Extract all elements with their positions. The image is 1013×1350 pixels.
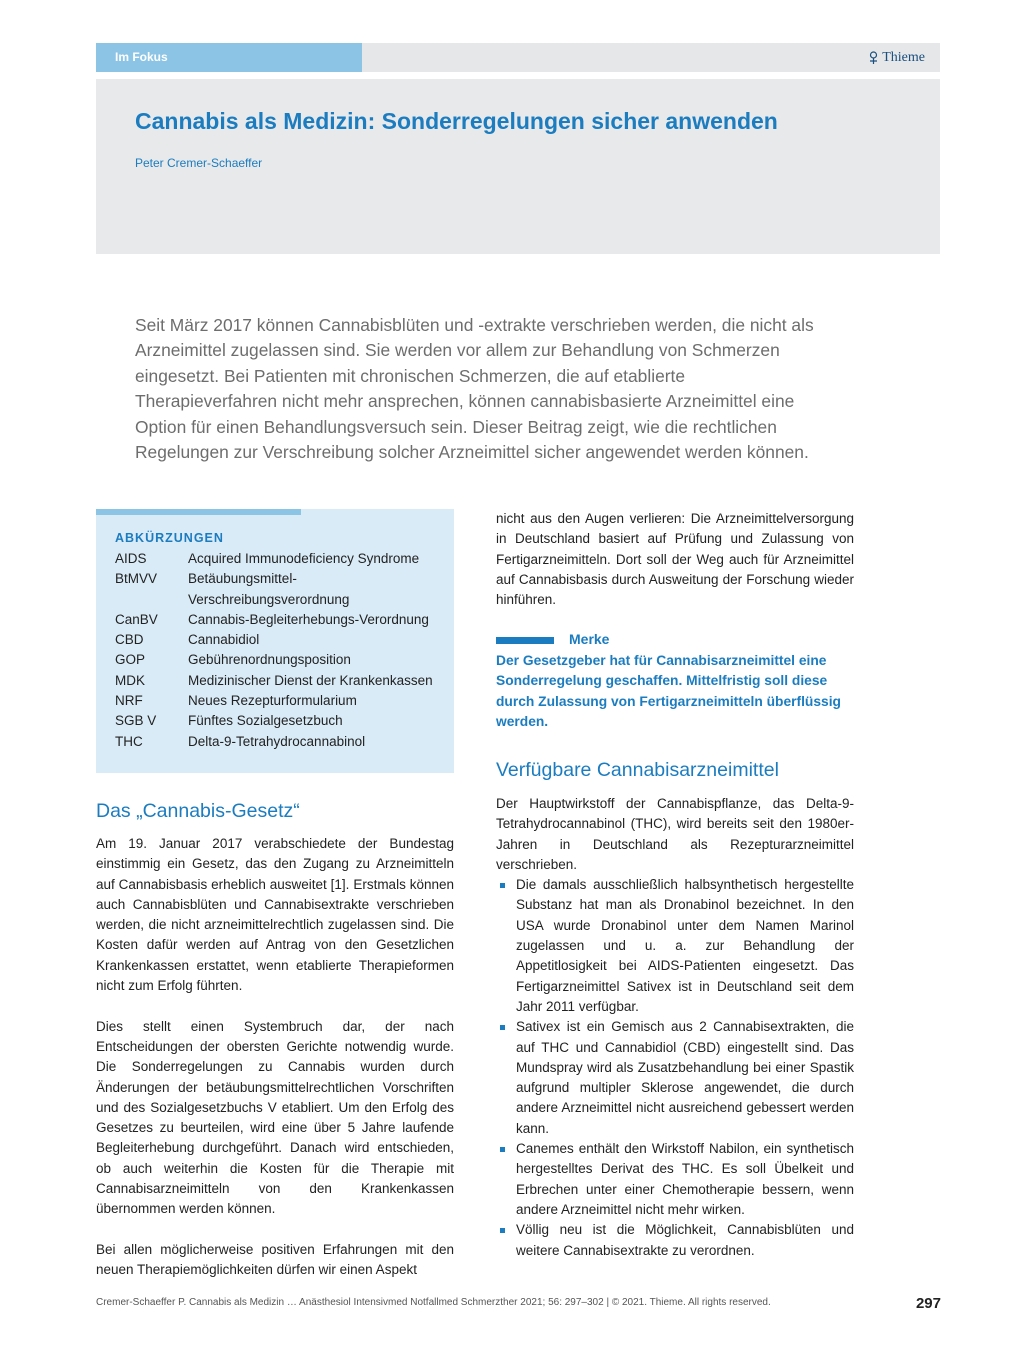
thieme-emblem-icon bbox=[868, 51, 879, 65]
abbreviation-key: MDK bbox=[115, 672, 145, 688]
publisher-name: Thieme bbox=[882, 50, 925, 65]
abbreviation-value: Cannabis-Begleiterhebungs-Verordnung bbox=[188, 611, 429, 627]
section-label: Im Fokus bbox=[96, 43, 362, 72]
abbreviation-row bbox=[115, 650, 445, 670]
section-heading-cannabis-gesetz: Das „Cannabis-Gesetz“ bbox=[96, 800, 300, 822]
bullet-list bbox=[496, 875, 854, 1261]
section-heading-verfuegbare-cannabisarzneimittel: Verfügbare Cannabisarzneimittel bbox=[496, 759, 779, 781]
abbreviations-list bbox=[115, 549, 445, 752]
abbreviation-value: Medizinischer Dienst der Krankenkassen bbox=[188, 672, 433, 688]
list-item-text: Sativex ist ein Gemisch aus 2 Cannabisextrakten, die auf THC und Cannabidiol (CBD) eingestellt sind. Das Mundspray wird als Zusatzbehandlung bei einer Spastik aufgrund multipler Sklerose angewendet, die durch andere Arzneimittel nicht ausreichend gebessert werden kann. bbox=[516, 1019, 854, 1136]
abbreviation-key: CanBV bbox=[115, 611, 158, 627]
list-item-text: Canemes enthält den Wirkstoff Nabilon, ein synthetisch hergestelltes Derivat des THC. Es soll Übelkeit und Erbrechen unter einer Chemotherapie bessern, wenn andere Arzneimittel nicht mehr wirken. bbox=[516, 1141, 854, 1217]
abbreviation-key: BtMVV bbox=[115, 571, 158, 587]
page-number: 297 bbox=[915, 1295, 941, 1312]
footer-citation: Cremer-Schaeffer P. Cannabis als Medizin … Anästhesiol Intensivmed Notfallmed Schmerzther 2021; 56: 297–302 | © 2021. Thieme. All rights reserved. bbox=[96, 1297, 771, 1308]
list-item-text: Völlig neu ist die Möglichkeit, Cannabisblüten und weitere Cannabisextrakte zu verordnen. bbox=[516, 1222, 854, 1258]
abbreviation-row bbox=[115, 711, 445, 731]
right-column-body bbox=[496, 794, 854, 1261]
abbreviation-key: GOP bbox=[115, 652, 146, 668]
abbreviation-value: Delta-9-Tetrahydrocannabinol bbox=[188, 733, 366, 749]
abbreviations-title: ABKÜRZUNGEN bbox=[115, 531, 224, 545]
abbreviation-row bbox=[115, 671, 445, 691]
abbreviation-row bbox=[115, 610, 445, 630]
article-author: Peter Cremer-Schaeffer bbox=[135, 156, 263, 170]
abbreviation-row bbox=[115, 732, 445, 752]
bullet-square-icon bbox=[500, 1025, 505, 1030]
merke-text: Der Gesetzgeber hat für Cannabisarzneimittel eine Sonderregelung geschaffen. Mittelfristig soll diese durch Zulassung von Fertigarzneimitteln überflüssig werden. bbox=[496, 653, 841, 729]
paragraph: Bei allen möglicherweise positiven Erfahrungen mit den neuen Therapiemöglichkeiten dürfen wir einen Aspekt bbox=[96, 1241, 454, 1278]
abbreviation-key: AIDS bbox=[115, 551, 147, 566]
paragraph: Der Hauptwirkstoff der Cannabispflanze, das Delta-9-Tetrahydrocannabinol (THC), wird bereits seit den 1980er-Jahren in Deutschland als Rezepturarzneimittel verschrieben. bbox=[496, 796, 854, 872]
article-abstract: Seit März 2017 können Cannabisblüten und -extrakte verschrieben werden, die nicht als Arzneimittel zugelassen sind. Sie werden vor allem zur Behandlung von Schmerzen eingesetzt. Bei Patienten mit chronischen Schmerzen, die auf etablierte Therapieverfahren nicht mehr ansprechen, können cannabisbasierte Arzneimittel eine Option für einen Behandlungsversuch sein. Dieser Beitrag zeigt, wie die rechtlichen Regelungen zur Verschreibung solcher Arzneimittel sicher angewendet werden können. bbox=[135, 315, 814, 463]
merke-accent-bar bbox=[496, 637, 554, 644]
list-item bbox=[496, 875, 854, 1017]
merke-label: Merke bbox=[569, 631, 610, 647]
abbreviation-row bbox=[115, 569, 445, 610]
abbreviation-key: SGB V bbox=[115, 713, 157, 729]
abbreviation-value: Cannabidiol bbox=[188, 632, 260, 648]
article-title: Cannabis als Medizin: Sonderregelungen sicher anwenden bbox=[135, 108, 778, 134]
publisher-logo bbox=[868, 50, 925, 66]
abbreviation-value: Gebührenordnungsposition bbox=[188, 652, 351, 668]
paragraph: Am 19. Januar 2017 verabschiedete der Bundestag einstimmig ein Gesetz, das den Zugang zu Arzneimitteln auf Cannabisbasis erheblich ausweitet [1]. Erstmals können auch Cannabisblüten und Cannabisextrakte verschrieben werden, die nicht arzneimittelrechtlich zugelassen sind. Die Kosten dafür werden auf Antrag von den Gesetzlichen Krankenkassen erstattet, wenn etablierte Therapieformen nicht zum Erfolg führten. bbox=[96, 836, 454, 994]
abbreviations-accent-bar bbox=[96, 509, 301, 515]
abbreviation-row bbox=[115, 549, 445, 569]
list-item-text: Die damals ausschließlich halbsynthetisch hergestellte Substanz hat man als Dronabinol bezeichnet. In den USA wurde Dronabinol unter dem Namen Marinol zugelassen und u. a. zur Behandlung der Appetitlosigkeit bei AIDS-Patienten eingesetzt. Das Fertigarzneimittel Sativex ist in Deutschland seit dem Jahr 2011 verfügbar. bbox=[516, 877, 854, 1014]
left-column-body bbox=[96, 834, 454, 1281]
abbreviation-value: Betäubungsmittel-Verschreibungsverordnung bbox=[188, 571, 350, 607]
list-item bbox=[496, 1220, 854, 1261]
abbreviation-row bbox=[115, 691, 445, 711]
bullet-square-icon bbox=[500, 1147, 505, 1152]
abbreviation-key: NRF bbox=[115, 693, 143, 709]
list-item bbox=[496, 1139, 854, 1220]
abbreviation-value: Acquired Immunodeficiency Syndrome bbox=[188, 551, 420, 566]
abbreviation-key: CBD bbox=[115, 632, 144, 648]
list-item bbox=[496, 1017, 854, 1139]
abbreviation-value: Fünftes Sozialgesetzbuch bbox=[188, 713, 343, 729]
paragraph: Dies stellt einen Systembruch dar, der nach Entscheidungen der obersten Gerichte notwendig wurde. Die Sonderregelungen zu Cannabis wurden durch Änderungen der betäubungsmittelrechtlichen Vorschriften und des Sozialgesetzbuchs V etabliert. Um den Erfolg des Gesetzes zu beurteilen, wird eine über 5 Jahre laufende Begleiterhebung durchgeführt. Danach wird entschieden, ob auch weiterhin die Kosten für die Therapie mit Cannabisarzneimitteln von den Krankenkassen übernommen werden können. bbox=[96, 1018, 454, 1217]
abbreviation-key: THC bbox=[115, 733, 143, 749]
abbreviation-row bbox=[115, 630, 445, 650]
bullet-square-icon bbox=[500, 1228, 505, 1233]
abbreviation-value: Neues Rezepturformularium bbox=[188, 693, 357, 709]
right-column-continuation bbox=[496, 509, 854, 610]
bullet-square-icon bbox=[500, 883, 505, 888]
paragraph: nicht aus den Augen verlieren: Die Arzneimittelversorgung in Deutschland basiert auf Prüfung und Zulassung von Fertigarzneimitteln. Dort soll der Weg auch für Arzneimittel auf Cannabisbasis durch Ausweitung der Forschung wieder hinführen. bbox=[496, 511, 854, 608]
